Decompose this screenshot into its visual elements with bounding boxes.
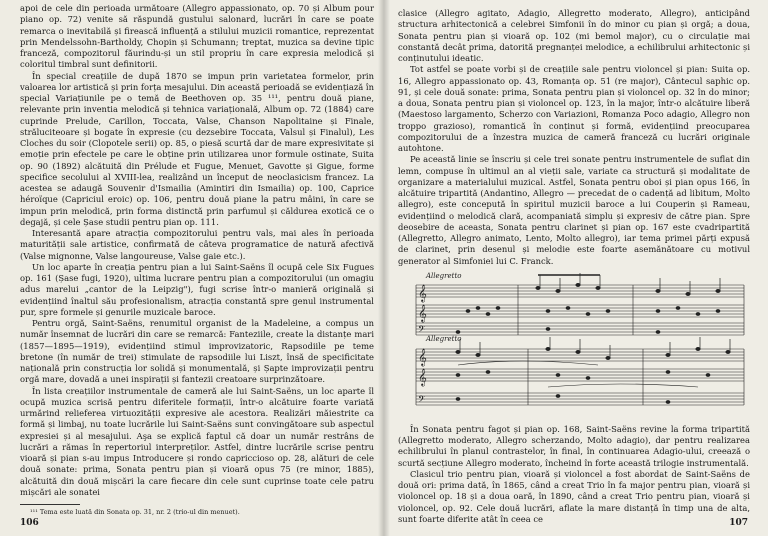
tempo-marking: Allegretto (426, 271, 462, 280)
svg-text:𝄢: 𝄢 (418, 393, 426, 407)
footnote: ¹¹¹ Tema este luată din Sonata op. 31, nr. 2 (trio-ul din menuet). (30, 508, 240, 516)
paragraph: Un loc aparte în creația pentru pian a lui Saint-Saëns îl ocupă cele Six Fugues op. 161 (Șase fugi, 1920), ultima lucrare pentru pian a compozitorului (un omagiu adus marelui „cantor de la Leipzig"), fugi scrise într-o manieră originală și evidențiind înaltul său profesionalism, atracția constantă spre genul instrumental pur, spre formele și genurile muzicale baroce. (20, 261, 374, 317)
paragraph: clasice (Allegro agitato, Adagio, Allegretto moderato, Allegro), anticipând structura arhitectonică a celebrei Simfonii în do minor cu pian și orgă; a doua, Sonata pentru pian și vioară op. 102 (mi bemol major), cu o circulație mai constantă decât prima, datorită pregnanței melodice, a echilibrului arhitectonic și conținutului ideatic. (398, 8, 750, 63)
page-number: 106 (20, 518, 39, 528)
page-number: 107 (729, 518, 748, 528)
svg-text:𝄢: 𝄢 (418, 323, 426, 337)
book-gutter (378, 0, 390, 536)
tempo-marking: Allegretto (426, 334, 462, 343)
paragraph: Pe această linie se înscriu și cele trei sonate pentru instrumentele de suflat din lemn, compuse în ultimul an al vieții sale, variate ca structură și modalitate de organizare a materialului muzical. Astfel, Sonata pentru oboi și pian opus 166, în alcătuire tripartită (Andantino, Allegro — precedat de o cadență ad libitum, Molto allegro), este concepută în spiritul muzicii baroce a lui Couperin și Rameau, evidențiind o melodică clară, acompaniată simplu și expresiv de către pian. Spre deosebire de aceasta, Sonata pentru clarinet și pian op. 167 este cvadripartită (Allegretto, Allegro animato, Lento, Molto allegro), iar tema primei părți expusă de clarinet, prin desenul și melodie este foarte asemănătoare cu motivul generator al Simfoniei lui C. Franck. (398, 154, 750, 266)
right-page (384, 0, 768, 536)
music-score-image (398, 269, 750, 421)
footnote-rule (20, 504, 80, 505)
svg-text:𝄞: 𝄞 (418, 283, 427, 302)
paragraph: În special creațiile de după 1870 se impun prin varietatea formelor, prin valoarea lor artistică și prin forța mesajului. Din această perioadă se evidențiază în special Variațiunile pe o temă de Beethoven op. 35 ¹¹¹, pentru două piane, relevante prin inventia melodică și tehnica variațională, Album op. 72 (1884) care cuprinde Prelude, Carillon, Toccata, Valse, Chanson Napolitaine și Finale, străluciteoare și bogate în expresie (cu dezsebire Toccata, Valsul și Finalul), Les Cloches du soir (Clopotele serii) op. 85, o piesă scurtă dar de mare expresivitate și emoție prin efectele pe care le obține prin utilizarea unor formule ostinate, Suita op. 90 (1892) alcătuită din Prélude et Fugue, Menuet, Gavotte și Gigue, forme specifice secolului al XVIII-lea, realizând un început de neoclasicism francez. La acestea se adaugă Souvenir d'Ismailia (Amintiri din Ismailia) op. 100, Caprice héroïque (Capriciul eroic) op. 106, pentru două piane la patru mâini, în care se impun prin melodică, prin forma distinctă prin parfumul și căldurea exotică ce o degajă, și cele Șase studii pentru pian op. 111. (20, 70, 374, 227)
paragraph: Pentru orgă, Saint-Saëns, renumitul organist de la Madeleine, a compus un număr însemnat de lucrări din care se remarcă: Fanteziile, create la distanțe mari (1857—1895—1919), evidențiind stimul improvizatoric, Rapsodiile pe teme bretone (în număr de trei) stimulate de rapsodiile lui Liszt, însă de specificitate națională prin construcția lor solidă și monumentală, și Șapte improvizații pentru orgă mare, dovadă a unei inspirații și fantezii creatoare surprinzătoare. (20, 318, 374, 385)
paragraph: Clasicul trio pentru pian, vioară și violoncel a fost abordat de Saint-Saëns de două ori: prima dată, în 1865, când a creat Trio în fa major pentru pian, vioară și violoncel op. 18 și a doua oară, în 1890, când a creat Trio pentru pian, vioară și violoncel, op. 92. Cele două lucrări, aflate la mare distanță în timp una de alta, sunt foarte diferite atât în ceea ce (398, 468, 750, 524)
music-score-example (398, 269, 750, 421)
svg-text:𝄞: 𝄞 (418, 347, 427, 366)
paragraph: Interesantă apare atracția compozitorului pentru vals, mai ales în perioada maturității sale artistice, confirmată de câteva programatice de natură afectivă (Valse mignonne, Valse langoureuse, Valse gaie etc.). (20, 228, 374, 261)
paragraph: În Sonata pentru fagot și pian op. 168, Saint-Saëns revine la forma tripartită (Allegretto moderato, Allegro scherzando, Molto adagio), dar pentru realizarea echilibrului în planul contrastelor, în final, în continuarea Adagio-ului, creează o scurtă secțiune Allegro moderato, încheind în forte această trilogie instrumentală. (398, 423, 750, 468)
paragraph: Tot astfel se poate vorbi și de creațiile sale pentru violoncel și pian: Suita op. 16, Allegro appassionato op. 43, Romanța op. 51 (re major), Cântecul saphic op. 91, și cele două sonate: prima, Sonata pentru pian și violoncel op. 32 în do minor; a doua, Sonata pentru pian și violoncel op. 123, în la major, într-o alcătuire liberă (Maestoso largamento, Scherzo con Variazioni, Romanza Poco adagio, Allegro non troppo grazioso), romantică în conținut și formă, evidențiind preocuparea compozitorului de a înzestra muzica de cameră franceză cu lucrări originale autohtone. (398, 64, 750, 153)
svg-text:𝄞: 𝄞 (418, 303, 427, 322)
paragraph: În lista creațiilor instrumentale de cameră ale lui Saint-Saëns, un loc aparte îl ocupă muzica scrisă pentru diferitele formații, într-o alcătuire foarte variată urmărind relieferea virtuozității expresive ale acestora. Realizări măiestrite ca formă și limbaj, nu toate lucrările lui Saint-Saëns sunt convingătoare sub aspectul expresiei și al mesajului. Aşa se explică faptul că doar un număr restrâns de lucrări a rămas în repertoriul interpreților. Astfel, dintre lucrările scrise pentru vioară și pian s-au impus Introducere și rondo capriccioso op. 28, alături de cele două sonate: prima, Sonata pentru pian și vioară opus 75 (re minor, 1885), alcătuită din două mișcări la care fiecare din cele sunt cuprinse toate cele patru mișcări ale sonatei (20, 385, 374, 497)
svg-text:𝄞: 𝄞 (418, 367, 427, 386)
paragraph: apoi de cele din perioada următoare (Allegro appassionato, op. 70 și Album pour piano op. 72) venite să răspundă gustului salonard, lucrări în care se poate remarca o inevitabilă și firească influență a stilului muzicii romantice, reprezentat prin Mendelssohn-Bartholdy, Chopin și Schumann; treptat, muzica sa devine tipic franceză, compozitorul făurindu-și un stil propriu în care expresia melodică și coloritul timbral sunt definitorii. (20, 3, 374, 70)
